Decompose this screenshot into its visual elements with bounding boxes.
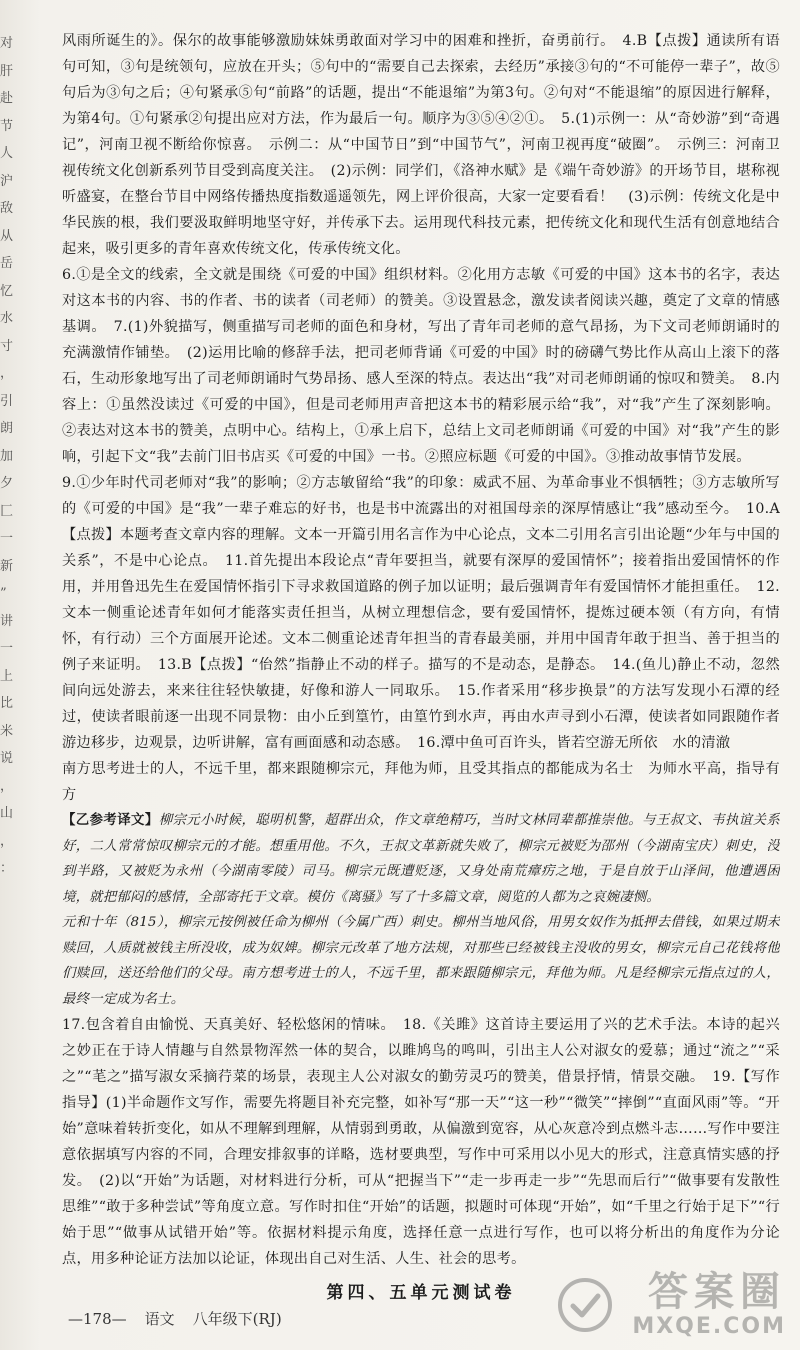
answer-content [62, 28, 780, 1308]
watermark-cn: 答案圈 [648, 1268, 786, 1315]
section-title: 第四、五单元测试卷 [326, 1283, 516, 1303]
translation-label: 【乙参考译文】 [62, 812, 159, 828]
watermark-logo-icon [556, 1276, 614, 1334]
subject-label: 语文 [144, 1310, 175, 1328]
page-footer [68, 1308, 282, 1329]
watermark-en: MXQE.COM [632, 1314, 786, 1339]
answer-paragraph-2: 6.①是全文的线索，全文就是围绕《可爱的中国》组织材料。②化用方志敏《可爱的中国》这本书的名字，表达对这本书的内容、书的作者、书的读者（司老师）的赞美。③设置悬念，激发读者阅读兴趣，奠定了文章的情感基调。 7.(1)外貌描写，侧重描写司老师的面色和身材，写出了青年司老师的意气昂扬，为下文司老师朗诵时的充满激情作铺垫。 (2)运用比喻的修辞手法，把司老师背诵《可爱的中国》时的磅礴气势比作从高山上滚下的落石，生动形象地写出了司老师朗诵时气势昂扬、感人至深的特点。表达出“我”对司老师朗诵的惊叹和赞美。 8.内容上：①虽然没读过《可爱的中国》，但是司老师用声音把这本书的精彩展示给“我”，对“我”产生了深刻影响。②表达对这本书的赞美，点明中心。结构上，①承上启下，总结上文司老师朗诵《可爱的中国》对“我”产生的影响，引起下文“我”去前门旧书店买《可爱的中国》一书。②照应标题《可爱的中国》。③推动故事情节发展。 [62, 267, 780, 465]
page-number: —178— [68, 1309, 127, 1328]
translation-text-1: 柳宗元小时候，聪明机警，超群出众，作文章绝精巧，当时文林同辈都推崇他。与王叔文、韦执谊关系好，二人常常惊叹柳宗元的才能。想重用他。不久，王叔文革新就失败了，柳宗元被贬为邵州（今湖南宝庆）刺史，没到半路，又被贬为永州（今湖南零陵）司马。柳宗元既遭贬逐，又身处南荒瘴疠之地，于是自放于山泽间，他遭遇困境，就把郁闷的感情，全部寄托于文章。模仿《离骚》写了十多篇文章，阅览的人都为之哀婉凄恻。 [62, 813, 780, 905]
answer-paragraph-4: 南方思考进士的人，不远千里，都来跟随柳宗元，拜他为师，且受其指点的都能成为名士 为师水平高，指导有方 [62, 761, 780, 803]
answer-paragraph-5: 17.包含着自由愉悦、天真美好、轻松悠闲的情味。 18.《关雎》这首诗主要运用了兴的艺术手法。本诗的起兴之妙正在于诗人情趣与自然景物浑然一体的契合，以雎鸠鸟的鸣叫，引出主人公对淑女的爱慕；通过“流之”“采之”“芼之”描写淑女采摘荇菜的场景，表现主人公对淑女的勤劳灵巧的赞美，借景抒情，情景交融。 19.【写作指导】(1)半命题作文写作，需要先将题目补充完整，如补写“那一天”“这一秒”“微笑”“摔倒”“直面风雨”等。“开始”意味着转折变化，如从不理解到理解，从情弱到勇敢，从偏激到宽容，从心灰意冷到点燃斗志……写作中要注意依据填写内容的不同，合理安排叙事的详略，选材要典型，写作中可采用以小见大的形式，注意真情实感的抒发。 (2)以“开始”为话题，对材料进行分析，可从“把握当下”“走一步再走一步”“先思而后行”“做事要有发散性思维”“敢于多种尝试”等角度立意。写作时扣住“开始”的话题，拟题时可体现“开始”，如“千里之行始于足下”“行始于思”“做事从试错开始”等。依据材料提示角度，选择任意一点进行写作，也可以将分析出的角度作为分论点，用多种论证方法加以论证，体现出自己对生活、人生、社会的思考。 [62, 1017, 780, 1267]
site-watermark [556, 1270, 786, 1346]
reference-translation-2: 元和十年（815），柳宗元按例被任命为柳州（今属广西）刺史。柳州当地风俗，用男女奴作为抵押去借钱，如果过期未赎回，人质就被钱主所没收，成为奴婢。柳宗元改革了地方法规，对那些已经被钱主没收的男女，柳宗元自己花钱将他们赎回，送还给他们的父母。南方想考进士的人，不远千里，都来跟随柳宗元，拜他为师。凡是经柳宗元指点过的人，最终一定成为名士。 [62, 915, 780, 1007]
grade-label: 八年级下(RJ) [192, 1310, 282, 1328]
bleed-through-margin-text: 对 肝 赴 节 人 沪 敌 从 岳 忆 水 寸 ， 引 朗 加 夕 匚 一 新 ” 讲 一 上 比 米 说 ， 山 ， ： [0, 36, 14, 876]
answer-paragraph-1: 风雨所诞生的》。保尔的故事能够激励妹妹勇敢面对学习中的困难和挫折，奋勇前行。 4.B【点拨】通读所有语句可知，③句是统领句，应放在开头；⑤句中的“需要自己去探索，去经历”承接③句的“不可能停一辈子”，故⑤句后为③句之后；④句紧承⑤句“前路”的话题，提出“不能退缩”为第3句。②句对“不能退缩”的原因进行解释，为第4句。①句紧承②句提出应对方法，作为最后一句。顺序为③⑤④②①。 5.(1)示例一：从“奇妙游”到“奇遇记”，河南卫视不断给你惊喜。 示例二：从“中国节日”到“中国节气”，河南卫视再度“破圈”。 示例三：河南卫视传统文化创新系列节目受到高度关注。 (2)示例：同学们，《洛神水赋》是《端午奇妙游》的开场节目，堪称视听盛宴，在整台节目中网络传播热度指数遥遥领先，网上评价很高，大家一定要看看！ (3)示例：传统文化是中华民族的根，我们要汲取鲜明地坚守好，并传承下去。运用现代科技元素，把传统文化和现代生活有创意地结合起来，吸引更多的青年喜欢传统文化，传承传统文化。 [62, 33, 780, 257]
reference-translation [62, 808, 780, 910]
answer-paragraph-3: 9.①少年时代司老师对“我”的影响；②方志敏留给“我”的印象：威武不屈、为革命事业不惧牺牲；③方志敏所写的《可爱的中国》是“我”一辈子难忘的好书，也是书中流露出的对祖国母亲的深厚情感让“我”感动至今。 10.A【点拨】本题考查文章内容的理解。文本一开篇引用名言作为中心论点，文本二引用名言引出论题“少年与中国的关系”，不是中心论点。 11.首先提出本段论点“青年要担当，就要有深厚的爱国情怀”；接着指出爱国情怀的作用，并用鲁迅先生在爱国情怀指引下寻求救国道路的例子加以证明；最后强调青年有爱国情怀才能担重任。 12.文本一侧重论述青年如何才能落实责任担当，从树立理想信念，要有爱国情怀，提炼过硬本领（有方向，有情怀，有行动）三个方面展开论述。文本二侧重论述青年担当的青春最美丽，并用中国青年敢于担当、善于担当的例子来证明。 13.B【点拨】“佁然”指静止不动的样子。描写的不是动态，是静态。 14.(鱼儿)静止不动，忽然间向远处游去，来来往往轻快敏捷，好像和游人一同取乐。 15.作者采用“移步换景”的方法写发现小石潭的经过，使读者眼前逐一出现不同景物：由小丘到篁竹，由篁竹到水声，再由水声寻到小石潭，使读者如同跟随作者游边移步，边观景，边听讲解，富有画面感和动态感。 16.潭中鱼可百许头，皆若空游无所依 水的清澈 [62, 475, 780, 751]
